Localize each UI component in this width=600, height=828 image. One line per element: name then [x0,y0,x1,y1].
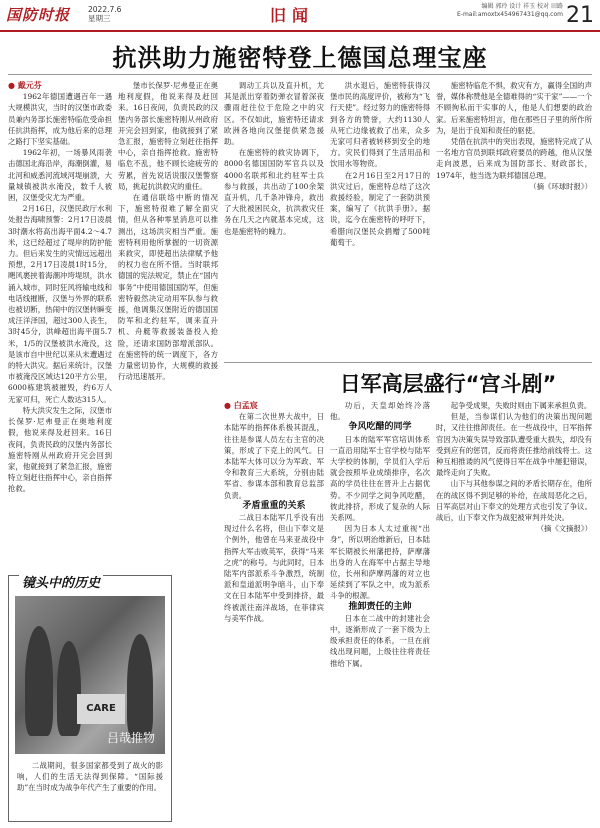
historical-photo [15,596,165,754]
paragraph: 施密特临危不惧，救灾有方，赢得全国的声誉，媒体称赞他是全德难得的“实干家”——一个不顾徇私而干实事的人，他是人们想要的政治家。后来施密特坦言，他在那些日子里的所作所为，是出于良知和责任的驱使。 [436,81,592,135]
photo-section-title: 镜头中的历史 [19,572,103,591]
article2-subheading: 矛盾重重的关系 [242,500,306,511]
email-line: E-mail:amoxtx454967431@qq.com [457,11,563,18]
paragraph: 洪水退后，施密特获得汉堡市民的高度评价，被称为“飞行天使”。经过努力的施密特得到各方的赞誉，大约1130人从死亡边缘被救了出来，众多无家可归者被转移到安全的地方。灾民们得到了生活用品和饮用水等物资。 [330,81,430,169]
article1-column-3 [224,80,324,362]
paragraph: 在2月16日至2月17日的洪灾过后，施密特总结了这次救援经验，制定了一套防洪预案，编写了《抗洪手册》。据说，迄今在施密特的呼吁下，希腊向汉堡民众捐赠了500吨葡萄干。 [330,170,430,247]
paragraph: 因为日本人太过重视“出身”，所以明治维新后，日本陆军长期被长州藩把持，萨摩藩出身的人在海军中占据主导地位，长州和萨摩两藩的对立也延续到了军队之中，成为派系斗争的根源。 [330,524,430,601]
paragraph: 2月16日，汉堡民政厅水利处报告海啸预警：2月17日凌晨3时潮水将高出海平面4.2～4.7米，这已经超过了堤岸的防护能力。但后来发生的灾情远远超出预想，2月17日凌晨1时15分，飓风裹挟着海潮冲垮堤坝，洪水涌入城市，同时狂风将输电线和电话线摧断，汉堡与外界的联系也被切断，热闹中的汉堡转瞬变成汪洋泽国，超过300人丧生，3时45分，洪峰超出海平面5.7米，1/5的汉堡被洪水淹没，这是该市自中世纪以来从未遭遇过的特大洪灾。据后来统计，汉堡市被淹没区域达120平方公里，6000栋建筑被摧毁，约6万人无家可归，死亡人数达315人。 [8,204,112,404]
photo-caption [17,760,163,793]
article2-column-2 [330,400,430,820]
article1-byline: ● 戴元芬 [8,80,42,90]
paragraph: 起争受成果，失败时则由下属来承担负责。 [450,401,592,410]
paragraph: 山下与其他参谋之间的矛盾长期存在，他所在的战区得不到足够的补给，在战局恶化之后，日军高层对山下奉文的处理方式也引发了争议。战后，山下奉文作为战犯被审判并处决。 [436,479,592,523]
page-header [0,0,600,32]
paragraph: 在第二次世界大战中，日本陆军的指挥体系极其混乱，往往是参谋人员左右主官的决策，形成了下克上的风气。日本陆军大体可以分为军政、军令和教育三大系统，分别由陆军省、参谋本部和教育总监部负责。 [224,412,324,500]
caption-text: 二战期间，很多国家都受到了战火的影响，人们的生活无法得到保障。“国际援助”在当时成为战争年代产生了重要的作用。 [17,761,163,792]
paragraph: 日本在二战中的封建社会中，逐渐形成了一套下级为上级承担责任的体系，一旦在前线出现问题，上级往往将责任推给下属。 [330,613,430,668]
paragraph: 二战日本陆军几乎没有出现过什么名将，但山下奉文是个例外，他曾在马来亚战役中指挥大军击败英军，获得“马来之虎”的称号。与此同时，日本陆军内部派系斗争激烈，统制派和皇道派明争暗斗，山下奉文在日本陆军中受到排挤，最终被派往南洋战场，在菲律宾与美军作战。 [224,513,324,623]
article2-source: （摘《文摘报》） [536,524,592,534]
article1-headline: 抗洪助力施密特登上德国总理宝座 [112,44,488,72]
paragraph: 但是，当参谋们认为他们的决策出现问题时，又往往推卸责任。在一些战役中，日军指挥官因为决策失误导致部队遭受重大损失，却没有受到应有的惩罚，反而将责任推给前线将士。这种互相推诿的风气使得日军在战争中屡犯错误，最终走向了失败。 [436,412,592,478]
section-title: 旧闻 [270,6,315,25]
person-figure [127,634,153,738]
article2-headline: 日军高层盛行“宫斗剧” [339,372,557,396]
paragraph: 调动工兵以及直升机，尤其是派出穿着防弹衣冒着深夜骤雨赶往位于危险之中的灾区。不仅如此，施密特还请求欧洲各地向汉堡提供紧急援助。 [224,81,324,147]
article1-column-1 [8,80,112,570]
paragraph: 在通信联络中断的情况下，施密特很难了解全面灾情，但从各种零星消息可以推测出，这场洪灾相当严重。施密特利用他所掌握的一切资源来救灾，即使超出法律赋予他的权力也在所不惜。当时联邦德国的宪法规定，禁止在“国内事务”中使用德国国防军，但施密特毅然决定动用军队参与救援，他调集汉堡附近的德国国防军和北约驻军，调来直升机、舟艇等救援装备投入抢险，还请求国防部增派部队。在施密特的统一调度下，各方力量密切协作，大规模的救援行动迅速展开。 [118,193,218,382]
page-number: 21 [566,3,594,28]
article2-subheading: 争风吃醋的同学 [348,422,412,433]
article2-byline: ● 白孟宸 [224,400,258,410]
paragraph: 1962年德国遭遇百年一遇大规模洪灾，当时的汉堡市政委员兼内务部长施密特临危受命担任抗洪指挥，成为他后来的总理之路打下坚实基础。 [8,92,112,147]
article-divider [224,362,592,363]
article1-column-4 [330,80,430,362]
history-photo-section [8,575,172,822]
article1-column-2 [118,80,218,570]
editors-info [435,3,563,19]
photo-watermark: 吕哉推物 [106,731,155,745]
article1-column-5 [436,80,592,362]
paragraph: 堡市长保罗·尼弗曼正在奥地利度假，他说来得及赶回来。16日夜间，负责民政的汉堡内务部长施密特刚从州政府开完会回到家，他就接到了紧急汇报，施密特立刻赶往指挥中心，亲自指挥抢救。施密特临危不乱，他不顾长途疲劳的劳累，首先说话说服汉堡警察局，挑起抗洪救灾的重任。 [118,81,218,191]
paragraph: 在施密特的救灾协调下，8000名德国国防军官兵以及4000名联邦和北约驻军士兵参与救援，共出动了100余架直升机，几千条冲锋舟，救出了大批被困民众，抗洪救灾任务在几天之内就基本完成，这也是施密特的魄力。 [224,148,324,236]
newspaper-logo: 国防时报 [6,6,71,24]
article2-subheading: 推卸责任的主帅 [348,601,412,612]
paragraph: 1962年初，一场暴风雨袭击德国北海沿岸，海潮倒灌，易北河和威悉河流域河堤崩溃，大量城镇被洪水淹没，数千人被困，汉堡受灾尤为严重。 [8,148,112,203]
editors-line: 编辑 郭玲 设计 祥玉 校对 田路 [481,3,563,10]
paragraph: 凭借在抗洪中的突出表现，施密特完成了从一名地方官员到联邦政府要员的跨越，他从汉堡走向波恩，后来成为国防部长、财政部长，1974年，他当选为联邦德国总理。 [436,137,592,180]
article2-column-1 [224,400,324,820]
headline-divider [8,74,592,75]
article1-source: （摘《环球时报》） [529,181,592,191]
care-package: CARE [77,694,125,724]
paragraph: 特大洪灾发生之际，汉堡市长保罗·尼弗曼正在奥地利度假，他说来得及赶回来。16日夜间，负责民政的汉堡内务部长施密特刚从州政府开完会回到家，他就接到了紧急汇报，施密特立刻赶往指挥中心，亲自指挥抢救。 [8,405,112,494]
paragraph: 日本的陆军军官培训体系一直沿用陆军士官学校与陆军大学校的体制，学员们入学后就会按照毕业成绩排序，名次高的学员往往在晋升上占据优势。不少同学之间争风吃醋，彼此排挤，形成了复杂的人际关系网。 [330,434,430,523]
weekday-text: 星期三 [88,14,111,23]
person-figure [25,626,53,736]
paragraph: 功后，天皇却始终冷落他。 [330,401,430,422]
issue-date [88,5,121,23]
date-text: 2022.7.6 [88,5,122,14]
article2-column-3 [436,400,592,820]
